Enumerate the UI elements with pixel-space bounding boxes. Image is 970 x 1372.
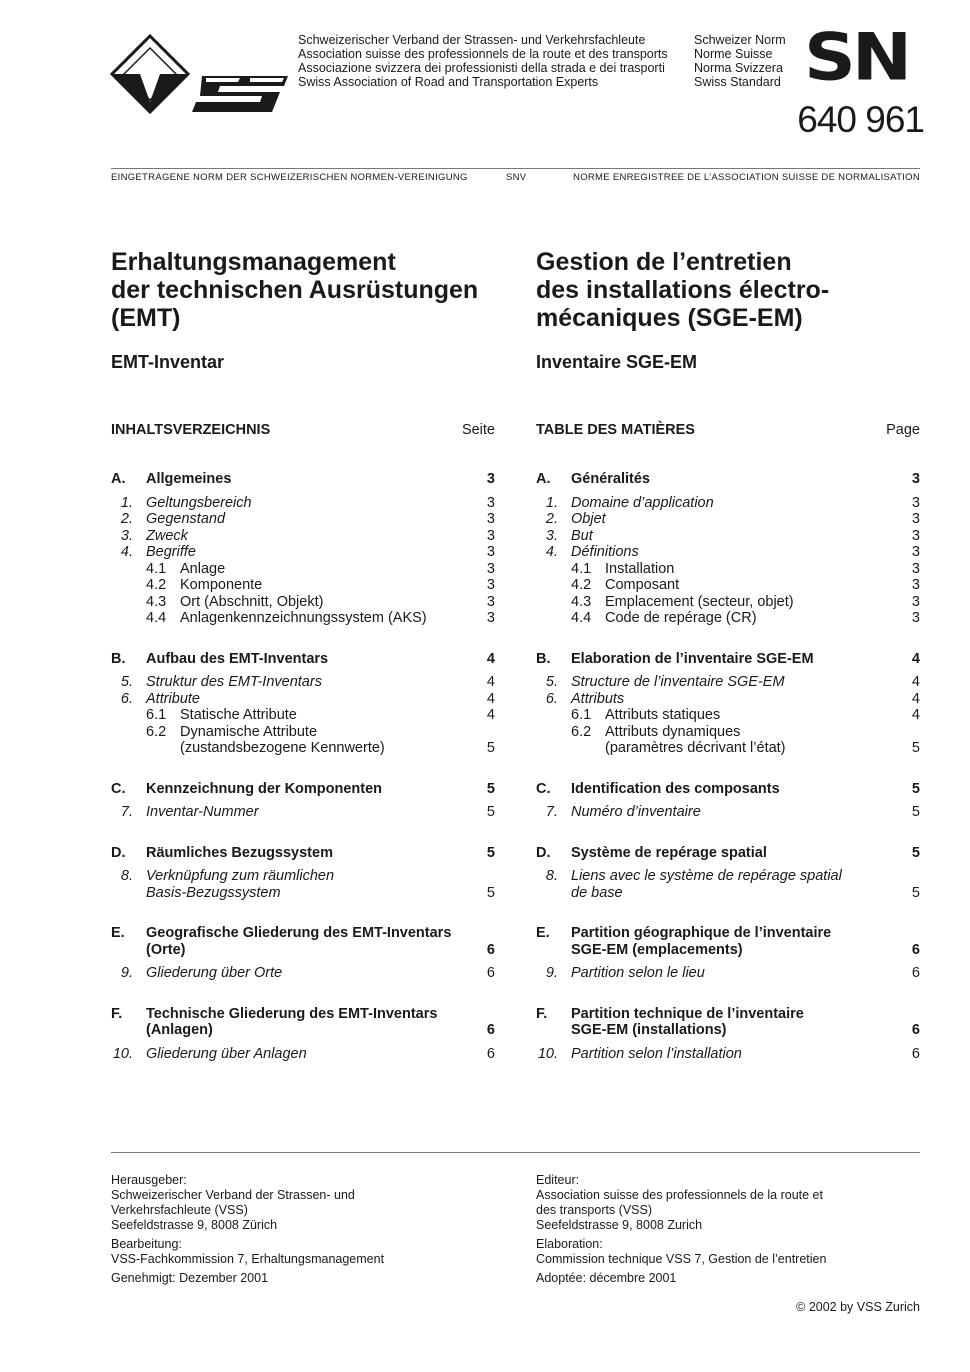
subitem-number: 4.2 xyxy=(571,577,592,593)
toc-section xyxy=(111,925,495,982)
toc-section xyxy=(536,781,920,821)
item-number: 4. xyxy=(120,544,133,560)
toc-subitem xyxy=(536,561,920,578)
section-letter: C. xyxy=(536,780,551,797)
toc-section-heading xyxy=(536,781,920,798)
section-page: 3 xyxy=(911,471,920,487)
toc-items xyxy=(111,804,495,821)
toc-section-heading xyxy=(536,845,920,862)
section-letter: A. xyxy=(536,471,551,487)
section-page: 4 xyxy=(911,650,920,667)
toc-subitem xyxy=(536,610,920,627)
toc-section xyxy=(111,471,495,627)
item-number: 1. xyxy=(545,494,558,511)
toc-item xyxy=(111,868,495,885)
item-page: 6 xyxy=(911,965,920,981)
section-title: Partition technique de l’inventaire xyxy=(571,1005,804,1022)
section-title: Système de repérage spatial xyxy=(571,844,767,861)
toc-item xyxy=(536,674,920,691)
item-page: 5 xyxy=(486,804,495,820)
sn-logo: SN xyxy=(804,19,909,95)
subitem-label: Installation xyxy=(605,560,675,577)
subitem-number: 6.2 xyxy=(146,723,167,740)
item-page: 3 xyxy=(911,610,920,626)
toc-page-label: Seite xyxy=(461,422,495,438)
subtitle-fr: Inventaire SGE-EM xyxy=(536,352,698,372)
subitem-label: Statische Attribute xyxy=(180,707,297,723)
item-label: Begriffe xyxy=(146,544,196,560)
toc-item xyxy=(536,511,920,528)
toc-item xyxy=(536,691,920,708)
section-page: 5 xyxy=(486,844,495,861)
toc-section-heading xyxy=(111,651,495,668)
toc-item xyxy=(111,528,495,545)
toc-item xyxy=(536,544,920,561)
item-page: 6 xyxy=(911,1045,920,1062)
item-page: 3 xyxy=(486,593,495,610)
item-label: Définitions xyxy=(571,544,639,560)
item-page: 3 xyxy=(911,560,920,577)
toc-item xyxy=(111,511,495,528)
item-page: 5 xyxy=(911,804,920,820)
toc-subitem xyxy=(536,724,920,741)
item-page: 6 xyxy=(486,1045,495,1062)
item-page: 4 xyxy=(911,690,920,707)
item-label: de base xyxy=(571,884,623,901)
section-title: Aufbau des EMT-Inventars xyxy=(146,650,329,667)
toc-heading: INHALTSVERZEICHNIS xyxy=(111,422,271,438)
publisher-line: Seefeldstrasse 9, 8008 Zurich xyxy=(536,1218,703,1232)
toc-section xyxy=(536,845,920,902)
item-label: Gliederung über Orte xyxy=(146,965,283,981)
item-number: 2. xyxy=(120,511,133,527)
section-letter: E. xyxy=(111,925,125,941)
item-page: 5 xyxy=(486,884,495,901)
item-number: 5. xyxy=(545,674,558,690)
publisher-line: Association suisse des professionnels de la route et xyxy=(536,1188,823,1202)
title-line: Erhaltungsmanagement xyxy=(111,248,396,276)
toc-item xyxy=(111,804,495,821)
norm-label: Norma Svizzera xyxy=(694,61,783,75)
item-number: 3. xyxy=(120,527,133,544)
section-page: 4 xyxy=(486,650,495,667)
norm-label: Schweizer Norm xyxy=(694,33,786,47)
item-label: But xyxy=(571,527,593,544)
item-number: 7. xyxy=(545,804,558,820)
toc-section-heading xyxy=(536,651,920,668)
subitem-number: 4.4 xyxy=(146,610,167,626)
item-page: 3 xyxy=(486,511,495,527)
subitem-label: Anlagenkennzeichnungssystem (AKS) xyxy=(180,610,427,626)
toc-header xyxy=(111,422,495,438)
toc-de xyxy=(111,422,495,1062)
association-names xyxy=(298,33,668,89)
toc-subitem xyxy=(111,594,495,611)
section-title: Geografische Gliederung des EMT-Inventars xyxy=(146,925,452,941)
item-page: 4 xyxy=(486,707,495,723)
item-number: 5. xyxy=(120,674,133,690)
toc-section-heading xyxy=(111,925,495,942)
registration-right: NORME ENREGISTREE DE L’ASSOCIATION SUISSE DE NORMALISATION xyxy=(573,172,920,183)
toc-item xyxy=(111,495,495,512)
toc-items xyxy=(536,674,920,757)
subitem-label: Dynamische Attribute xyxy=(180,723,318,740)
footer-rule xyxy=(111,1152,920,1153)
toc-subitem xyxy=(111,740,495,757)
publisher-line: des transports (VSS) xyxy=(536,1203,653,1217)
title-line: Gestion de l’entretien xyxy=(536,248,792,276)
section-title-cont: (Orte) xyxy=(146,941,186,958)
subitem-label: Attributs statiques xyxy=(605,707,721,723)
section-page: 5 xyxy=(911,780,920,797)
item-label: Zweck xyxy=(146,527,188,544)
section-page: 5 xyxy=(911,844,920,861)
toc-items xyxy=(111,965,495,982)
title-de xyxy=(111,248,506,332)
toc-items xyxy=(536,965,920,982)
item-page: 4 xyxy=(911,707,920,723)
item-number: 3. xyxy=(545,527,558,544)
item-label: Domaine d’application xyxy=(571,494,714,511)
item-page: 4 xyxy=(911,674,920,690)
toc-items xyxy=(111,495,495,627)
toc-section xyxy=(111,1006,495,1063)
norm-label: Norme Suisse xyxy=(694,47,773,61)
toc-section xyxy=(536,925,920,982)
item-number: 8. xyxy=(545,868,558,884)
toc-items xyxy=(111,868,495,901)
subitem-number: 6.1 xyxy=(571,707,592,723)
toc-item xyxy=(111,885,495,902)
registration-left: EINGETRAGENE NORM DER SCHWEIZERISCHEN NORMEN-VEREINIGUNG xyxy=(111,172,468,183)
section-letter: F. xyxy=(536,1005,548,1022)
toc-subitem xyxy=(536,594,920,611)
toc-items xyxy=(111,1046,495,1063)
toc-item xyxy=(111,965,495,982)
item-page: 3 xyxy=(486,577,495,593)
toc-subitem xyxy=(536,740,920,757)
section-page: 6 xyxy=(486,1022,495,1038)
footer-fr xyxy=(536,1173,826,1286)
item-label: Structure de l’inventaire SGE-EM xyxy=(571,674,785,690)
item-label: Gegenstand xyxy=(146,511,226,527)
subtitle-de: EMT-Inventar xyxy=(111,352,225,372)
toc-item xyxy=(111,1046,495,1063)
item-number: 6. xyxy=(120,690,133,707)
section-page: 6 xyxy=(911,1022,920,1038)
prepared-by: VSS-Fachkommission 7, Erhaltungsmanagement xyxy=(111,1252,385,1266)
subitem-number: 6.2 xyxy=(571,723,592,740)
toc-section xyxy=(111,781,495,821)
subitem-number: 4.3 xyxy=(146,593,167,610)
publisher-line: Seefeldstrasse 9, 8008 Zürich xyxy=(111,1218,278,1232)
toc-section-heading xyxy=(536,471,920,488)
toc-section-heading xyxy=(536,1006,920,1023)
item-label: Liens avec le système de repérage spatial xyxy=(571,868,842,884)
toc-section-heading xyxy=(111,781,495,798)
section-title: Kennzeichnung der Komponenten xyxy=(146,780,383,797)
publisher-label: Herausgeber: xyxy=(111,1173,187,1187)
item-page: 3 xyxy=(911,593,920,610)
section-title: Räumliches Bezugssystem xyxy=(146,844,333,861)
item-page: 5 xyxy=(486,740,495,756)
footer-de xyxy=(111,1173,384,1286)
toc-item xyxy=(536,885,920,902)
item-page: 5 xyxy=(911,884,920,901)
header-rule xyxy=(111,168,920,169)
item-label: Partition selon le lieu xyxy=(571,965,705,981)
section-title-cont: (Anlagen) xyxy=(146,1022,213,1038)
copyright: © 2002 by VSS Zurich xyxy=(796,1300,920,1314)
publisher-line: Verkehrsfachleute (VSS) xyxy=(111,1203,248,1217)
section-letter: B. xyxy=(111,650,126,667)
toc-header xyxy=(536,422,920,438)
prepared-label: Elaboration: xyxy=(536,1237,603,1251)
subitem-label: Emplacement (secteur, objet) xyxy=(605,593,794,610)
item-page: 3 xyxy=(911,577,920,593)
toc-section xyxy=(111,651,495,757)
item-page: 4 xyxy=(486,674,495,690)
toc-section-heading xyxy=(111,1006,495,1023)
subitem-number: 4.2 xyxy=(146,577,167,593)
toc-section xyxy=(536,471,920,627)
section-letter: E. xyxy=(536,925,550,941)
publisher-label: Editeur: xyxy=(536,1173,580,1187)
approved-date: Genehmigt: Dezember 2001 xyxy=(111,1271,269,1285)
toc-section-heading-cont xyxy=(536,1022,920,1039)
section-page: 6 xyxy=(486,941,495,958)
norm-labels xyxy=(694,33,786,89)
subitem-label: Attributs dynamiques xyxy=(605,723,741,740)
section-letter: D. xyxy=(536,844,551,861)
item-page: 3 xyxy=(486,560,495,577)
association-line: Schweizerischer Verband der Strassen- und Verkehrsfachleute xyxy=(298,33,646,47)
toc-item xyxy=(536,1046,920,1063)
title-line: des installations électro- xyxy=(536,276,830,304)
item-label: Objet xyxy=(571,511,606,527)
toc-items xyxy=(536,868,920,901)
toc-subitem xyxy=(111,610,495,627)
item-page: 3 xyxy=(911,494,920,511)
item-number: 10. xyxy=(537,1045,558,1062)
toc-section xyxy=(536,1006,920,1063)
toc-subitem xyxy=(111,561,495,578)
section-title: Technische Gliederung des EMT-Inventars xyxy=(146,1005,438,1022)
item-number: 9. xyxy=(545,965,558,981)
toc-item xyxy=(111,691,495,708)
toc-item xyxy=(111,674,495,691)
item-number: 7. xyxy=(120,804,133,820)
item-page: 3 xyxy=(911,527,920,544)
toc-section-heading xyxy=(536,925,920,942)
toc-subitem xyxy=(111,707,495,724)
section-title-cont: SGE-EM (emplacements) xyxy=(571,941,743,958)
item-number: 10. xyxy=(112,1045,133,1062)
item-page: 5 xyxy=(911,740,920,756)
toc-item xyxy=(536,495,920,512)
title-line: (EMT) xyxy=(111,304,181,332)
toc-items xyxy=(536,804,920,821)
item-number: 6. xyxy=(545,690,558,707)
toc-items xyxy=(111,674,495,757)
subitem-label: Code de repérage (CR) xyxy=(605,610,757,626)
item-number: 1. xyxy=(120,494,133,511)
subitem-number: 6.1 xyxy=(146,707,167,723)
subitem-number: 4.1 xyxy=(571,560,592,577)
subitem-label: Komponente xyxy=(180,577,263,593)
section-title: Généralités xyxy=(571,471,650,487)
item-page: 3 xyxy=(911,544,920,560)
toc-section-heading xyxy=(111,845,495,862)
toc-items xyxy=(536,495,920,627)
section-title: Partition géographique de l’inventaire xyxy=(571,925,832,941)
toc-fr xyxy=(536,422,920,1062)
section-page: 5 xyxy=(486,780,495,797)
subitem-number: 4.1 xyxy=(146,560,167,577)
toc-section xyxy=(536,651,920,757)
section-title: Identification des composants xyxy=(571,780,780,797)
item-label: Struktur des EMT-Inventars xyxy=(146,674,322,690)
title-fr xyxy=(536,248,931,332)
section-title-cont: SGE-EM (installations) xyxy=(571,1022,727,1038)
subitem-number: 4.3 xyxy=(571,593,592,610)
item-number: 2. xyxy=(545,511,558,527)
toc-item xyxy=(536,868,920,885)
subitem-number: 4.4 xyxy=(571,610,592,626)
item-label: Basis-Bezugssystem xyxy=(146,884,281,901)
section-title: Allgemeines xyxy=(146,471,232,487)
toc-items xyxy=(536,1046,920,1063)
item-label: Verknüpfung zum räumlichen xyxy=(146,868,335,884)
item-page: 4 xyxy=(486,690,495,707)
toc-section-heading xyxy=(111,471,495,488)
subitem-label: (paramètres décrivant l’état) xyxy=(605,740,786,756)
prepared-label: Bearbeitung: xyxy=(111,1237,182,1251)
toc-section xyxy=(111,845,495,902)
item-number: 4. xyxy=(545,544,558,560)
section-letter: F. xyxy=(111,1005,123,1022)
item-label: Gliederung über Anlagen xyxy=(146,1045,307,1062)
toc-item xyxy=(536,965,920,982)
toc-item xyxy=(536,804,920,821)
item-label: Attribute xyxy=(146,690,200,707)
item-label: Inventar-Nummer xyxy=(146,804,259,820)
title-line: mécaniques (SGE-EM) xyxy=(536,304,803,332)
section-page: 6 xyxy=(911,941,920,958)
subitem-label: Composant xyxy=(605,577,680,593)
item-label: Geltungsbereich xyxy=(146,494,252,511)
title-line: der technischen Ausrüstungen xyxy=(111,276,479,304)
subitem-label: Ort (Abschnitt, Objekt) xyxy=(180,593,324,610)
vss-logo xyxy=(110,34,290,116)
prepared-by: Commission technique VSS 7, Gestion de l’entretien xyxy=(536,1252,827,1266)
item-page: 3 xyxy=(486,527,495,544)
toc-subitem xyxy=(536,707,920,724)
toc-page-label: Page xyxy=(886,422,920,438)
toc-heading: TABLE DES MATIÈRES xyxy=(536,422,695,438)
norm-number: 640 961 xyxy=(797,99,924,140)
registration-middle: SNV xyxy=(506,172,527,183)
section-letter: D. xyxy=(111,844,126,861)
item-page: 3 xyxy=(911,511,920,527)
toc-section-heading-cont xyxy=(111,1022,495,1039)
publisher-line: Schweizerischer Verband der Strassen- und xyxy=(111,1188,355,1202)
toc-subitem xyxy=(111,577,495,594)
item-number: 8. xyxy=(120,868,133,884)
item-label: Attributs xyxy=(571,690,625,707)
toc-section-heading-cont xyxy=(111,942,495,959)
section-letter: B. xyxy=(536,650,551,667)
toc-item xyxy=(536,528,920,545)
toc-item xyxy=(111,544,495,561)
toc-subitem xyxy=(536,577,920,594)
subitem-label: Anlage xyxy=(180,560,226,577)
item-page: 6 xyxy=(486,965,495,981)
item-page: 3 xyxy=(486,494,495,511)
association-line: Associazione svizzera dei professionisti della strada e dei trasporti xyxy=(298,61,665,75)
toc-section-heading-cont xyxy=(536,942,920,959)
approved-date: Adoptée: décembre 2001 xyxy=(536,1271,677,1285)
item-label: Numéro d’inventaire xyxy=(571,804,701,820)
association-line: Swiss Association of Road and Transportation Experts xyxy=(298,75,599,89)
section-title: Elaboration de l’inventaire SGE-EM xyxy=(571,650,814,667)
item-page: 3 xyxy=(486,544,495,560)
association-line: Association suisse des professionnels de la route et des transports xyxy=(298,47,668,61)
subitem-label: (zustandsbezogene Kennwerte) xyxy=(180,740,385,756)
item-number: 9. xyxy=(120,965,133,981)
item-label: Partition selon l’installation xyxy=(571,1045,742,1062)
section-page: 3 xyxy=(486,471,495,487)
section-letter: C. xyxy=(111,780,126,797)
toc-subitem xyxy=(111,724,495,741)
section-letter: A. xyxy=(111,471,126,487)
norm-label: Swiss Standard xyxy=(694,75,781,89)
item-page: 3 xyxy=(486,610,495,626)
